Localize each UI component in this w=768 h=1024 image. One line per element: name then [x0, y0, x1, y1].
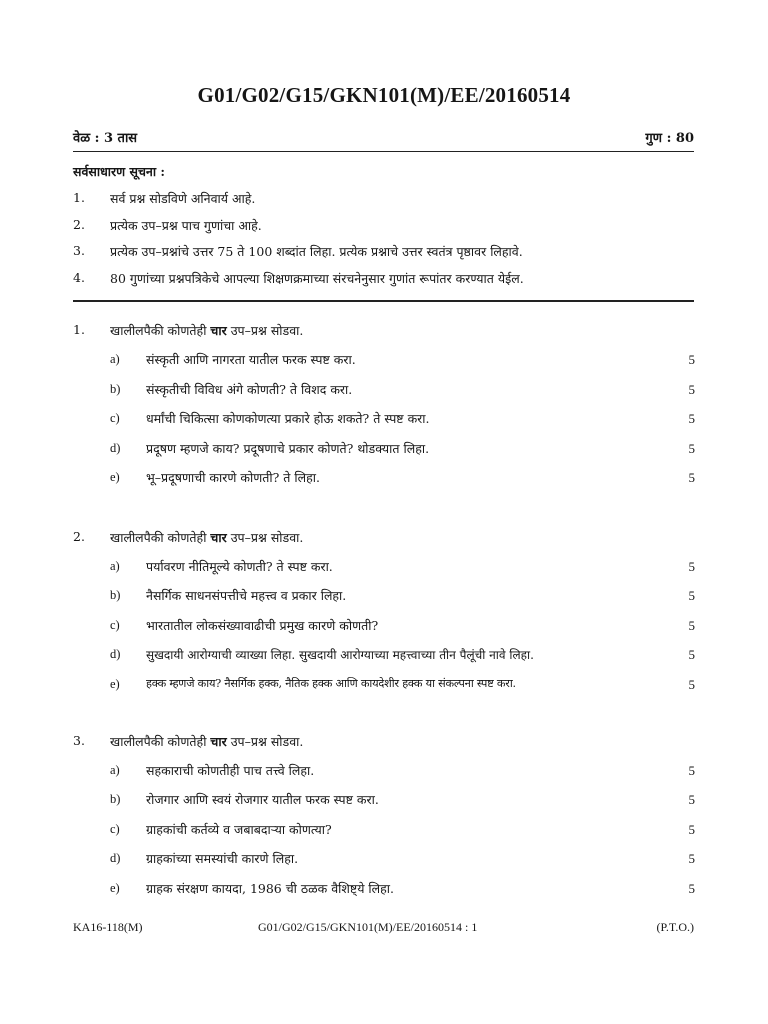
- instructions-heading: सर्वसाधारण सूचना :: [73, 164, 166, 179]
- sub-question-marks: 5: [688, 559, 695, 574]
- sub-question-label: c): [110, 618, 120, 632]
- sub-question-marks: 5: [688, 618, 695, 633]
- instruction-text: 80 गुणांच्या प्रश्नपत्रिकेचे आपल्या शिक्षणक्रमाच्या संरचनेनुसार गुणांत रूपांतर करण्यात येईल.: [110, 271, 524, 286]
- sub-question-text: प्रदूषण म्हणजे काय? प्रदूषणाचे प्रकार कोणते? थोडक्यात लिहा.: [146, 441, 430, 456]
- sub-question-text: रोजगार आणि स्वयं रोजगार यातील फरक स्पष्ट करा.: [146, 792, 379, 807]
- sub-question-marks: 5: [688, 588, 695, 603]
- question-intro-suffix: उप–प्रश्न सोडवा.: [226, 530, 304, 545]
- sub-question-marks: 5: [688, 441, 695, 456]
- question-instruction: [110, 733, 303, 750]
- question-number: 2.: [73, 529, 85, 544]
- instruction-text: सर्व प्रश्न सोडविणे अनिवार्य आहे.: [110, 191, 256, 206]
- question-intro-suffix: उप–प्रश्न सोडवा.: [226, 323, 304, 338]
- question-intro-suffix: उप–प्रश्न सोडवा.: [226, 734, 304, 749]
- sub-question-label: c): [110, 411, 120, 425]
- footer-booklet-code: KA16-118(M): [73, 920, 143, 934]
- question-intro-prefix: खालीलपैकी कोणतेही: [110, 323, 211, 338]
- instruction-number: 4.: [73, 270, 85, 285]
- sub-question-text: संस्कृती आणि नागरता यातील फरक स्पष्ट करा.: [146, 352, 356, 367]
- sub-question-marks: 5: [688, 677, 695, 692]
- header-divider: [73, 151, 694, 152]
- sub-question-text: ग्राहक संरक्षण कायदा, 1986 ची ठळक वैशिष्ट्ये लिहा.: [146, 881, 394, 896]
- sub-question-text: भू–प्रदूषणाची कारणे कोणती? ते लिहा.: [146, 470, 320, 485]
- sub-question-label: e): [110, 470, 120, 484]
- sub-question-label: e): [110, 881, 120, 895]
- sub-question-text: सुखदायी आरोग्याची व्याख्या लिहा. सुखदायी आरोग्याच्या महत्त्वाच्या तीन पैलूंची नावे लिहा.: [146, 648, 534, 662]
- sub-question-text: धर्मांची चिकित्सा कोणकोणत्या प्रकारे होऊ शकते? ते स्पष्ट करा.: [146, 411, 430, 426]
- sub-question-label: a): [110, 352, 120, 366]
- time-allowed: वेळ : 3 तास: [73, 131, 138, 146]
- sub-question-label: b): [110, 588, 121, 602]
- sub-question-label: d): [110, 851, 121, 865]
- sub-question-marks: 5: [688, 352, 695, 367]
- instruction-number: 3.: [73, 243, 85, 258]
- question-intro-prefix: खालीलपैकी कोणतेही: [110, 530, 211, 545]
- sub-question-text: संस्कृतीची विविध अंगे कोणती? ते विशद करा.: [146, 382, 353, 397]
- sub-question-text: हक्क म्हणजे काय? नैसर्गिक हक्क, नैतिक हक्क आणि कायदेशीर हक्क या संकल्पना स्पष्ट करा.: [146, 677, 516, 690]
- sub-question-marks: 5: [688, 382, 695, 397]
- paper-code-title: G01/G02/G15/GKN101(M)/EE/20160514: [197, 83, 571, 107]
- sub-question-marks: 5: [688, 763, 695, 778]
- sub-question-label: a): [110, 559, 120, 573]
- sub-question-label: e): [110, 677, 120, 691]
- question-instruction: [110, 529, 303, 546]
- sub-question-text: नैसर्गिक साधनसंपत्तीचे महत्त्व व प्रकार लिहा.: [146, 588, 347, 603]
- sub-question-text: भारतातील लोकसंख्यावाढीची प्रमुख कारणे कोणती?: [146, 618, 379, 633]
- instruction-number: 1.: [73, 190, 85, 205]
- footer-page-code: G01/G02/G15/GKN101(M)/EE/20160514 : 1: [258, 920, 478, 934]
- sub-question-marks: 5: [688, 881, 695, 896]
- sub-question-marks: 5: [688, 851, 695, 866]
- question-instruction: [110, 322, 303, 339]
- question-number: 1.: [73, 322, 85, 337]
- question-intro-prefix: खालीलपैकी कोणतेही: [110, 734, 211, 749]
- sub-question-marks: 5: [688, 470, 695, 485]
- sub-question-marks: 5: [688, 411, 695, 426]
- sub-question-marks: 5: [688, 647, 695, 662]
- sub-question-text: सहकाराची कोणतीही पाच तत्त्वे लिहा.: [146, 763, 315, 778]
- total-marks: गुण : 80: [645, 131, 694, 146]
- sub-question-text: पर्यावरण नीतिमूल्ये कोणती? ते स्पष्ट करा.: [146, 559, 333, 574]
- sub-question-label: c): [110, 822, 120, 836]
- question-intro-keyword: चार: [210, 734, 227, 749]
- sub-question-marks: 5: [688, 792, 695, 807]
- question-number: 3.: [73, 733, 85, 748]
- instruction-text: प्रत्येक उप–प्रश्नांचे उत्तर 75 ते 100 शब्दांत लिहा. प्रत्येक प्रश्नाचे उत्तर स्वतंत्र पृष्ठावर लिहावे.: [110, 244, 523, 259]
- instruction-text: प्रत्येक उप–प्रश्न पाच गुणांचा आहे.: [110, 218, 262, 233]
- sub-question-marks: 5: [688, 822, 695, 837]
- instruction-number: 2.: [73, 217, 85, 232]
- sub-question-label: b): [110, 382, 121, 396]
- sub-question-label: d): [110, 441, 121, 455]
- sub-question-label: b): [110, 792, 121, 806]
- question-intro-keyword: चार: [210, 530, 227, 545]
- sub-question-label: d): [110, 647, 121, 661]
- footer-pto: (P.T.O.): [656, 920, 694, 934]
- sub-question-label: a): [110, 763, 120, 777]
- instructions-divider: [73, 300, 694, 302]
- question-intro-keyword: चार: [210, 323, 227, 338]
- sub-question-text: ग्राहकांच्या समस्यांची कारणे लिहा.: [146, 851, 299, 866]
- sub-question-text: ग्राहकांची कर्तव्ये व जबाबदाऱ्या कोणत्या?: [146, 822, 332, 837]
